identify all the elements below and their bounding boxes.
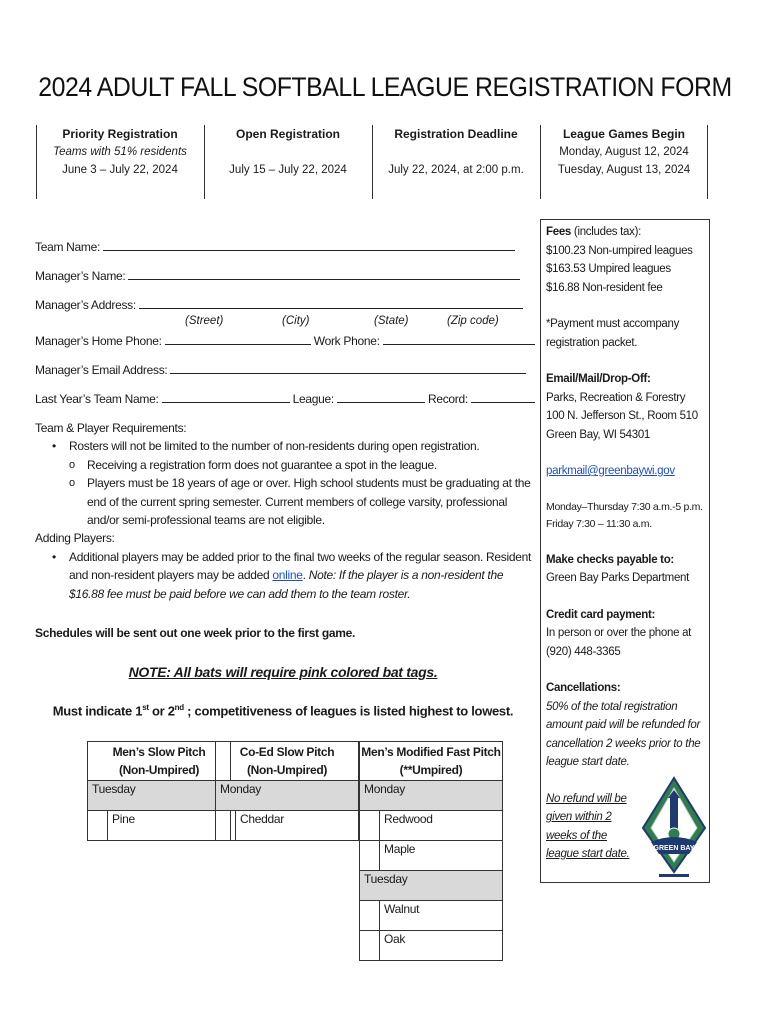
schedules-note: Schedules will be sent out one week prior to the first game. xyxy=(35,626,356,640)
checks-heading: Make checks payable to: xyxy=(546,553,674,566)
home-phone-field[interactable] xyxy=(165,333,311,345)
bat-tags-note: NOTE: All bats will require pink colored bat tags. xyxy=(128,664,438,680)
record-label: Record: xyxy=(427,392,468,406)
time-slot xyxy=(216,810,358,840)
green-bay-logo xyxy=(641,776,707,880)
league-name: Men’s Modified Fast Pitch xyxy=(361,745,501,759)
column-dates: July 15 – July 22, 2024 xyxy=(229,164,347,176)
column-line: Teams with 51% residents xyxy=(53,146,187,158)
fees-heading xyxy=(546,223,704,242)
fee-item: $100.23 Non-umpired leagues xyxy=(546,244,693,257)
league-label: League: xyxy=(292,392,334,406)
team-name-field[interactable] xyxy=(103,239,515,251)
league-name: Men’s Slow Pitch xyxy=(112,745,206,759)
column-heading: Open Registration xyxy=(235,127,340,141)
day-row: Tuesday xyxy=(360,870,502,900)
logo-graphic xyxy=(641,776,707,880)
street-sublabel: (Street) xyxy=(185,315,224,327)
fee-item: $163.53 Umpired leagues xyxy=(546,263,671,275)
adding-players-heading: Adding Players: xyxy=(35,531,115,546)
cancellation-text: 50% of the total registration amount paid will be refunded for cancellation 2 weeks prior to the league start date. xyxy=(546,700,701,768)
column-dates: June 3 – July 22, 2024 xyxy=(62,164,178,176)
time-slot xyxy=(360,930,502,960)
column-heading: League Games Begin xyxy=(562,127,686,141)
team-name-row xyxy=(35,239,515,254)
email-field[interactable] xyxy=(170,362,526,374)
adding-note: Note: If the player is a non-resident the $16.88 fee must be paid before we can add them to the team roster. xyxy=(69,568,504,601)
slot-label: Cheddar xyxy=(240,812,284,826)
league-games-begin xyxy=(540,125,708,199)
manager-address-row xyxy=(35,297,523,312)
fees-label: Fees xyxy=(546,226,572,238)
day-row: Monday xyxy=(216,780,358,810)
requirements-section xyxy=(35,419,535,603)
home-phone-label: Manager’s Home Phone: xyxy=(35,334,162,348)
manager-name-row xyxy=(35,268,520,283)
checkbox[interactable] xyxy=(360,901,380,930)
email-link[interactable]: parkmail@greenbaywi.gov xyxy=(546,465,675,477)
registration-dates xyxy=(36,125,708,199)
manager-address-field[interactable] xyxy=(139,297,523,309)
record-field[interactable] xyxy=(471,391,535,403)
logo-text: GREEN BAY xyxy=(653,845,695,852)
zip-sublabel: (Zip code) xyxy=(447,315,499,327)
checkbox[interactable] xyxy=(360,841,380,870)
last-team-field[interactable] xyxy=(162,391,290,403)
adding-text: Additional players may be added prior to the final two weeks of the regular season. Resident and non-resident players may be added xyxy=(69,549,532,583)
column-dates: July 22, 2024, at 2:00 p.m. xyxy=(388,164,524,176)
ordinal: nd xyxy=(174,703,184,712)
day-row: Monday xyxy=(360,780,502,810)
column-heading: Priority Registration xyxy=(62,127,178,141)
registration-deadline xyxy=(372,125,540,199)
cancellations-heading: Cancellations: xyxy=(546,682,621,694)
work-phone-label: Work Phone: xyxy=(313,334,380,348)
phone-row xyxy=(35,333,535,348)
list-item: • Additional players may be added prior to the final two weeks of the regular season. Resident and non-resident players may be added online. Note: If the player is a non-resident the $16.88 fee must be paid before we can add them to the team roster. xyxy=(35,548,535,603)
time-slot xyxy=(360,900,502,930)
payment-note: *Payment must accompany registration packet. xyxy=(546,318,680,349)
list-item: o Players must be 18 years of age or over. High school students must be graduating at the end of the current spring semester. Current members of college varsity, professional and/or semi-professional teams are not eligible. xyxy=(35,474,535,529)
time-slot xyxy=(88,810,230,840)
dropoff-heading: Email/Mail/Drop-Off: xyxy=(546,373,651,385)
slot-label: Walnut xyxy=(384,902,420,916)
team-name-label: Team Name: xyxy=(35,240,101,254)
fees-note: (includes tax): xyxy=(571,226,641,238)
must-text: ; competitiveness of leagues is listed highest to lowest. xyxy=(183,703,514,719)
hours-line: Monday–Thursday 7:30 a.m.-5 p.m. xyxy=(546,500,703,513)
column-heading: Registration Deadline xyxy=(394,127,518,141)
checkbox[interactable] xyxy=(88,811,108,840)
time-slot xyxy=(360,810,502,840)
slot-label: Pine xyxy=(112,812,135,826)
ordinal: st xyxy=(142,703,149,712)
hours-line: Friday 7:30 – 11:30 a.m. xyxy=(546,517,652,530)
checkbox[interactable] xyxy=(360,931,380,960)
state-sublabel: (State) xyxy=(374,315,409,327)
league-heading xyxy=(360,742,502,780)
list-item: o Receiving a registration form does not guarantee a spot in the league. xyxy=(35,456,535,474)
time-slot xyxy=(360,840,502,870)
day-row: Tuesday xyxy=(88,780,230,810)
must-indicate xyxy=(0,703,566,718)
mens-modified-fast-pitch-table xyxy=(359,741,503,961)
league-field[interactable] xyxy=(337,391,425,403)
column-dates: Tuesday, August 13, 2024 xyxy=(557,164,691,176)
requirements-heading: Team & Player Requirements: xyxy=(35,421,187,435)
must-text: or 2 xyxy=(148,703,175,719)
manager-name-field[interactable] xyxy=(128,268,520,280)
fee-item: $16.88 Non-resident fee xyxy=(546,281,663,294)
work-phone-field[interactable] xyxy=(383,333,535,345)
must-text: Must indicate 1 xyxy=(52,703,143,719)
address-line: Parks, Recreation & Forestry xyxy=(546,391,686,404)
mens-slow-pitch-table xyxy=(87,741,231,841)
slot-label: Oak xyxy=(384,932,406,946)
email-row xyxy=(35,362,526,377)
league-heading xyxy=(88,742,230,780)
checkbox[interactable] xyxy=(360,811,380,840)
manager-address-label: Manager’s Address: xyxy=(35,298,136,312)
league-type: (Non-Umpired) xyxy=(246,763,328,777)
priority-registration xyxy=(36,125,204,199)
open-registration xyxy=(204,125,372,199)
form-title: 2024 ADULT FALL SOFTBALL LEAGUE REGISTRATION FORM xyxy=(38,72,732,102)
slot-label: Maple xyxy=(384,842,416,856)
league-type: (**Umpired) xyxy=(399,763,463,777)
league-heading xyxy=(216,742,358,780)
online-link[interactable]: online xyxy=(272,568,303,583)
address-line: 100 N. Jefferson St., Room 510 xyxy=(546,410,698,422)
credit-heading: Credit card payment: xyxy=(546,608,656,621)
city-sublabel: (City) xyxy=(282,315,310,327)
last-team-label: Last Year’s Team Name: xyxy=(35,392,159,406)
credit-text: In person or over the phone at (920) 448-3365 xyxy=(546,627,692,658)
manager-name-label: Manager’s Name: xyxy=(35,269,126,283)
league-type: (Non-Umpired) xyxy=(118,763,200,777)
list-item: • Rosters will not be limited to the number of non-residents during open registration. xyxy=(35,437,535,455)
slot-label: Redwood xyxy=(384,812,433,826)
column-line: Monday, August 12, 2024 xyxy=(559,146,689,158)
coed-slow-pitch-table xyxy=(215,741,359,841)
no-refund-text: No refund will be given within 2 weeks of the league start date. xyxy=(546,792,630,860)
last-year-row xyxy=(35,391,535,406)
email-label: Manager’s Email Address: xyxy=(35,363,168,377)
checkbox[interactable] xyxy=(216,811,236,840)
address-line: Green Bay, WI 54301 xyxy=(546,428,651,441)
league-name: Co-Ed Slow Pitch xyxy=(239,745,335,759)
checks-payee: Green Bay Parks Department xyxy=(546,572,690,584)
column-divider xyxy=(707,125,708,199)
